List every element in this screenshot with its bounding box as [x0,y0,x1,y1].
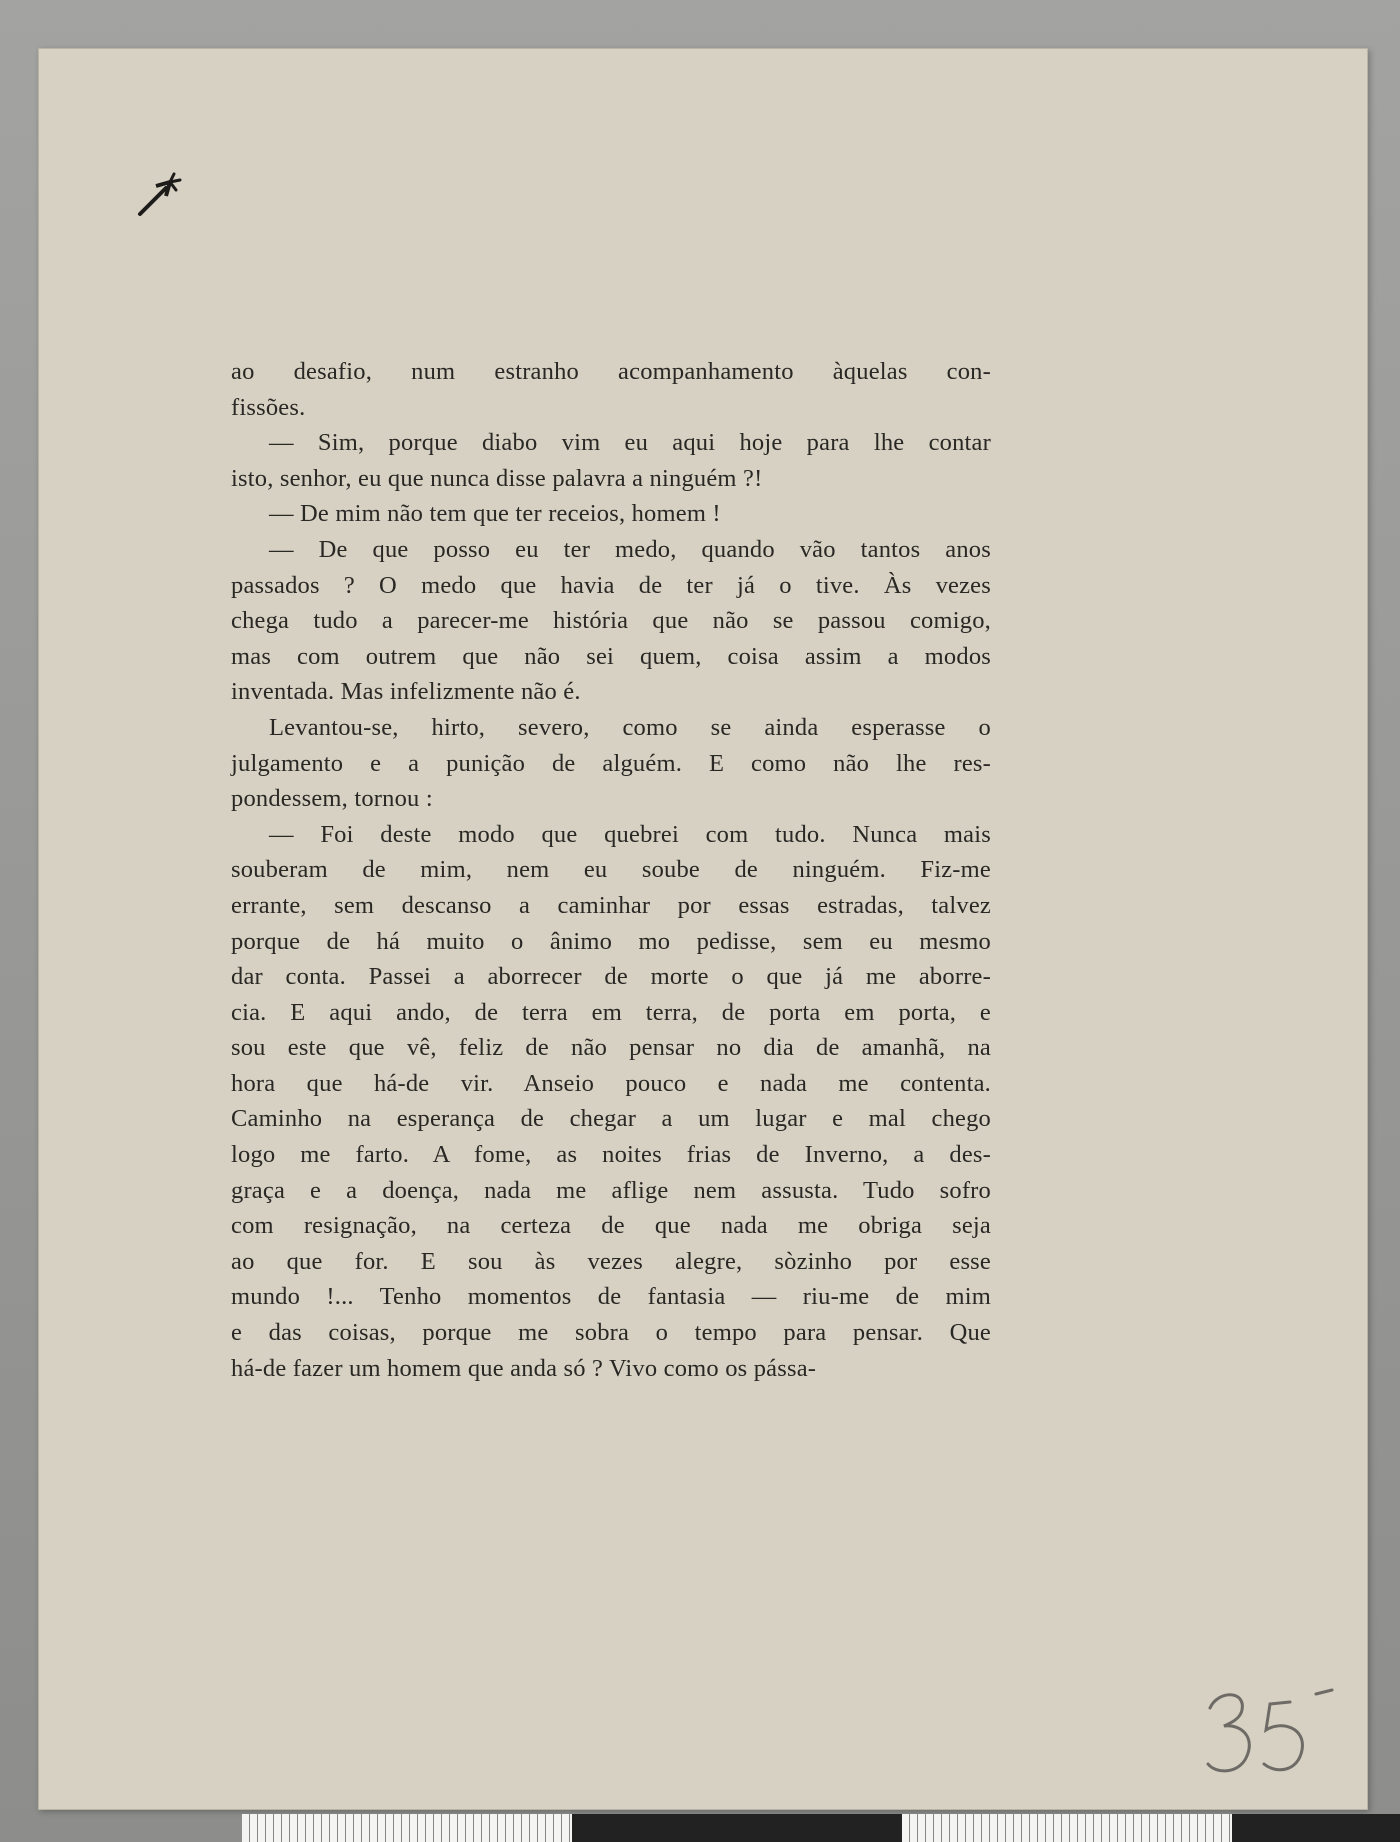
text-line: passados ? O medo que havia de ter já o tive. Às vezes [231,571,991,599]
text-line: Levantou-se, hirto, severo, como se ainda esperasse o [269,713,991,741]
text-line: logo me farto. A fome, as noites frias de Inverno, a des- [231,1141,991,1169]
text-line: errante, sem descanso a caminhar por essas estradas, talvez [231,891,991,919]
text-line: — De que posso eu ter medo, quando vão tantos anos [269,535,991,563]
text-line: isto, senhor, eu que nunca disse palavra a ninguém ?! [231,464,763,492]
star-arrow-icon [126,166,186,226]
text-line: — De mim não tem que ter receios, homem ! [269,500,721,528]
text-line: inventada. Mas infelizmente não é. [231,678,581,706]
text-line: ao que for. E sou às vezes alegre, sòzinho por esse [231,1247,991,1275]
text-line: ao desafio, num estranho acompanhamento àquelas con- [231,358,991,385]
text-line: sou este que vê, feliz de não pensar no dia de amanhã, na [231,1034,991,1062]
text-line: dar conta. Passei a aborrecer de morte o que já me aborre- [231,963,991,991]
text-line: pondessem, tornou : [231,785,433,813]
text-line: mas com outrem que não sei quem, coisa assim a modos [231,642,991,670]
text-line: há-de fazer um homem que anda só ? Vivo como os pássa- [231,1354,817,1382]
text-line: graça e a doença, nada me aflige nem assusta. Tudo sofro [231,1176,991,1204]
text-line: julgamento e a punição de alguém. E como não lhe res- [231,749,991,777]
text-line: fissões. [231,393,306,421]
text-line: chega tudo a parecer-me história que não se passou comigo, [231,607,991,635]
text-line: e das coisas, porque me sobra o tempo para pensar. Que [231,1319,991,1347]
text-line: — Sim, porque diabo vim eu aqui hoje para lhe contar [269,429,991,457]
text-line: — Foi deste modo que quebrei com tudo. Nunca mais [269,820,991,848]
text-line: souberam de mim, nem eu soube de ninguém. Fiz-me [231,856,991,884]
text-line: com resignação, na certeza de que nada me obriga seja [231,1212,991,1240]
text-line: porque de há muito o ânimo mo pedisse, sem eu mesmo [231,927,991,955]
body-text [231,354,991,1386]
handwritten-page-number [1198,1680,1368,1790]
text-line: Caminho na esperança de chegar a um lugar e mal chego [231,1105,991,1133]
scan-ruler [242,1814,1400,1842]
text-line: cia. E aqui ando, de terra em terra, de porta em porta, e [231,998,991,1026]
text-line: hora que há-de vir. Anseio pouco e nada me contenta. [231,1069,991,1097]
text-line: mundo !... Tenho momentos de fantasia — riu-me de mim [231,1283,991,1311]
